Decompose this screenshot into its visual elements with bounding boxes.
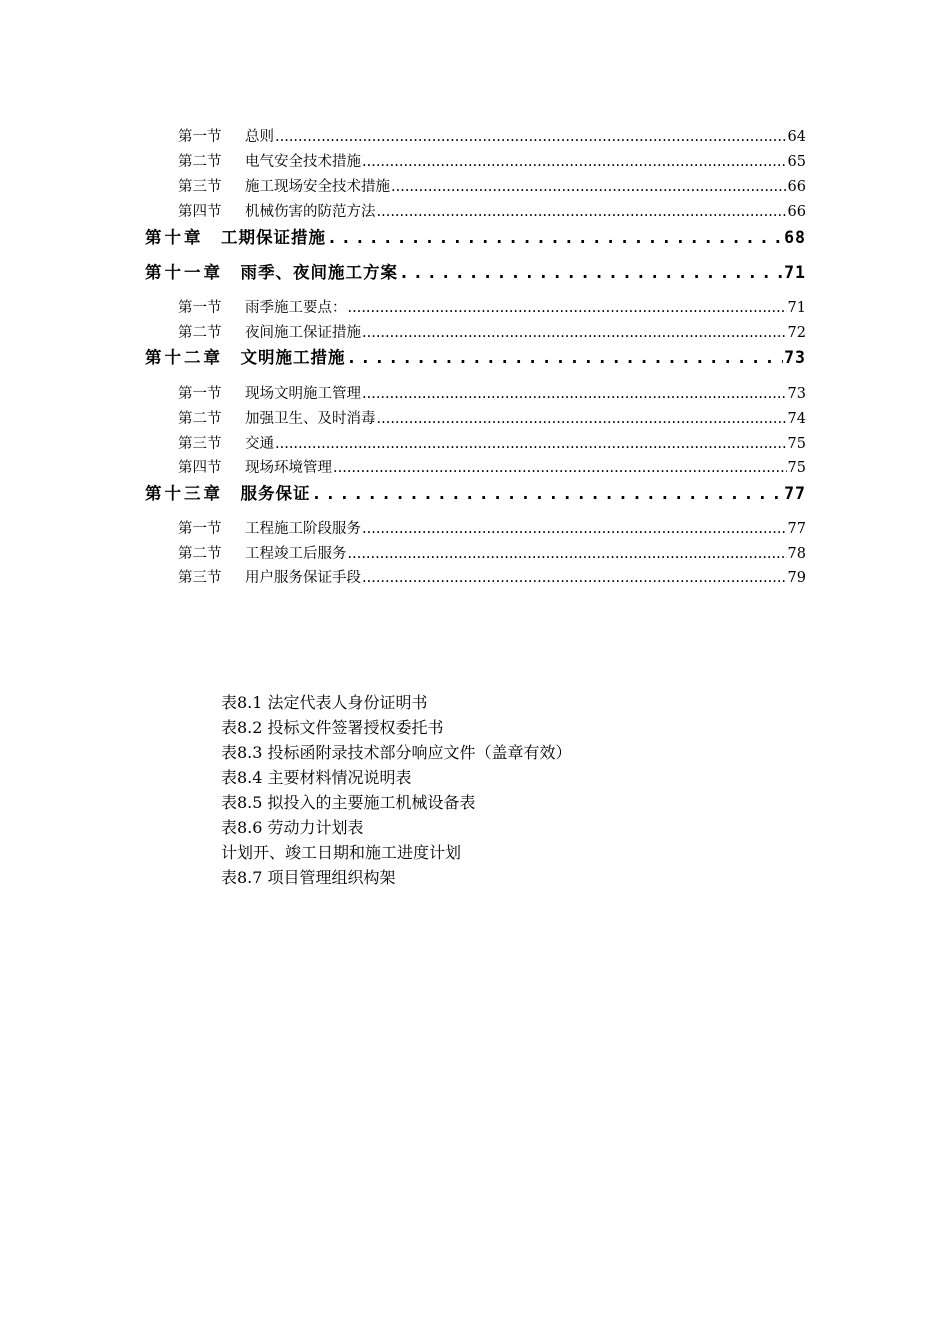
table-list-item: 表8.2 投标文件签署授权委托书 <box>221 718 444 737</box>
toc-leader-dots <box>362 151 787 173</box>
toc-section-row[interactable] <box>178 297 806 319</box>
toc-section-number: 第二节 <box>178 154 222 170</box>
toc-page-number: 65 <box>787 154 806 170</box>
toc-page-number: 71 <box>787 300 806 316</box>
toc-section-row[interactable] <box>178 518 806 540</box>
toc-section-title: 总则 <box>245 129 274 145</box>
toc-chapter-heading <box>145 481 311 507</box>
toc-section-title: 夜间施工保证措施 <box>245 325 361 341</box>
toc-section-title: 雨季施工要点： <box>245 300 347 316</box>
toc-chapter-title: 服务保证 <box>240 484 311 503</box>
toc-page-number: 64 <box>787 129 806 145</box>
toc-chapter-number: 第十二章 <box>145 348 223 367</box>
toc-chapter-row[interactable] <box>145 345 806 371</box>
toc-leader-dots <box>362 383 787 405</box>
toc-section-number: 第二节 <box>178 325 222 341</box>
table-list-item: 表8.6 劳动力计划表 <box>221 818 364 837</box>
toc-section-row[interactable] <box>178 383 806 405</box>
toc-leader-dots <box>348 297 787 319</box>
toc-page-number: 77 <box>784 484 806 503</box>
toc-section-title: 施工现场安全技术措施 <box>245 179 390 195</box>
toc-page-number: 77 <box>787 521 806 537</box>
toc-leader-dots <box>333 457 787 479</box>
toc-section-row[interactable] <box>178 567 806 589</box>
toc-section-number: 第三节 <box>178 570 222 586</box>
toc-chapter-row[interactable] <box>145 481 806 507</box>
table-list-item: 表8.7 项目管理组织构架 <box>221 868 396 887</box>
toc-chapter-title: 工期保证措施 <box>221 228 326 247</box>
toc-section-number: 第二节 <box>178 411 222 427</box>
toc-page-number: 68 <box>784 228 806 247</box>
toc-page-number: 73 <box>787 386 806 402</box>
toc-section-title: 现场环境管理 <box>245 460 332 476</box>
attached-tables-list <box>221 690 741 890</box>
toc-section-number: 第一节 <box>178 300 222 316</box>
toc-section-row[interactable] <box>178 176 806 198</box>
toc-section-row[interactable] <box>178 543 806 565</box>
toc-leader-dots <box>312 481 784 507</box>
toc-chapter-heading <box>145 345 346 371</box>
toc-chapter-title: 雨季、夜间施工方案 <box>240 263 398 282</box>
toc-page-number: 75 <box>787 436 806 452</box>
toc-section-title: 加强卫生、及时消毒 <box>245 411 376 427</box>
toc-page-number: 71 <box>784 263 806 282</box>
toc-leader-dots <box>377 408 787 430</box>
toc-section-number: 第四节 <box>178 460 222 476</box>
toc-leader-dots <box>327 225 783 251</box>
toc-page-number: 66 <box>787 179 806 195</box>
toc-leader-dots <box>347 345 784 371</box>
toc-page-number: 72 <box>787 325 806 341</box>
toc-section-number: 第一节 <box>178 521 222 537</box>
toc-chapter-title: 文明施工措施 <box>240 348 346 367</box>
toc-page-number: 74 <box>787 411 806 427</box>
toc-page-number: 79 <box>787 570 806 586</box>
table-list-item: 表8.5 拟投入的主要施工机械设备表 <box>221 793 476 812</box>
toc-chapter-heading <box>145 260 398 286</box>
toc-leader-dots <box>377 201 787 223</box>
toc-chapter-heading <box>145 225 326 251</box>
toc-chapter-number: 第十章 <box>145 228 204 247</box>
toc-section-number: 第一节 <box>178 386 222 402</box>
toc-section-number: 第二节 <box>178 546 222 562</box>
toc-chapter-number: 第十一章 <box>145 263 223 282</box>
toc-leader-dots <box>362 518 787 540</box>
toc-section-title: 机械伤害的防范方法 <box>245 204 376 220</box>
toc-page-number: 73 <box>784 348 806 367</box>
toc-leader-dots <box>362 322 787 344</box>
toc-chapter-row[interactable] <box>145 225 806 251</box>
toc-page-number: 75 <box>787 460 806 476</box>
toc-section-title: 工程施工阶段服务 <box>245 521 361 537</box>
toc-section-row[interactable] <box>178 126 806 148</box>
toc-chapter-number: 第十三章 <box>145 484 223 503</box>
table-list-item: 表8.3 投标函附录技术部分响应文件（盖章有效） <box>221 743 572 762</box>
toc-page-number: 78 <box>787 546 806 562</box>
toc-section-number: 第三节 <box>178 436 222 452</box>
toc-leader-dots <box>275 433 787 455</box>
toc-section-row[interactable] <box>178 322 806 344</box>
table-list-item: 表8.4 主要材料情况说明表 <box>221 768 412 787</box>
toc-section-row[interactable] <box>178 201 806 223</box>
toc-leader-dots <box>275 126 787 148</box>
table-list-item: 计划开、竣工日期和施工进度计划 <box>221 843 462 862</box>
toc-page-number: 66 <box>787 204 806 220</box>
toc-section-title: 交通 <box>245 436 274 452</box>
toc-section-number: 第四节 <box>178 204 222 220</box>
toc-section-number: 第一节 <box>178 129 222 145</box>
table-list-item: 表8.1 法定代表人身份证明书 <box>221 693 428 712</box>
toc-leader-dots <box>399 260 783 286</box>
toc-section-row[interactable] <box>178 433 806 455</box>
toc-leader-dots <box>391 176 787 198</box>
toc-chapter-row[interactable] <box>145 260 806 286</box>
toc-section-row[interactable] <box>178 457 806 479</box>
toc-section-row[interactable] <box>178 151 806 173</box>
toc-section-title: 用户服务保证手段 <box>245 570 361 586</box>
toc-section-title: 现场文明施工管理 <box>245 386 361 402</box>
toc-section-number: 第三节 <box>178 179 222 195</box>
toc-section-row[interactable] <box>178 408 806 430</box>
toc-leader-dots <box>348 543 787 565</box>
toc-section-title: 电气安全技术措施 <box>245 154 361 170</box>
toc-leader-dots <box>362 567 787 589</box>
toc-section-title: 工程竣工后服务 <box>245 546 347 562</box>
